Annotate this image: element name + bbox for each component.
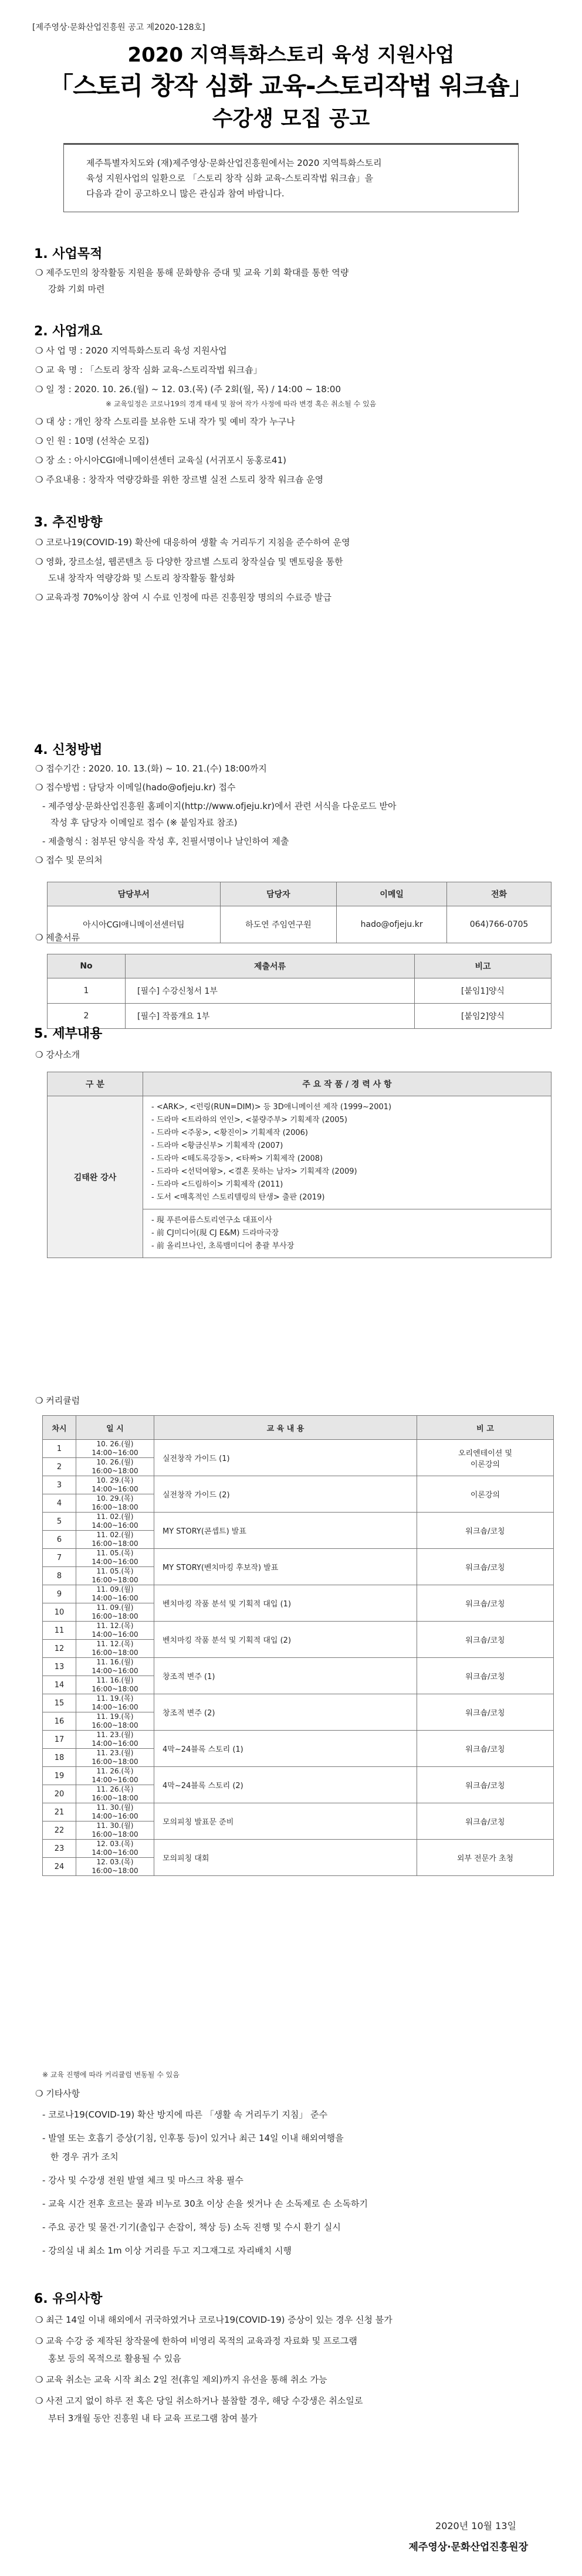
session-no: 12 [43, 1640, 76, 1658]
table-header-cell: 이메일 [337, 882, 447, 906]
notice-number: [제주영상·문화산업진흥원 공고 제2020-128호] [32, 23, 205, 32]
session-time: 14:00~16:00 [92, 1667, 138, 1675]
title-program: 2020 지역특화스토리 육성 지원사업 [127, 43, 455, 67]
session-no: 23 [43, 1840, 76, 1858]
list-item: - 드라마 <황금신부> 기획제작 (2007) [151, 1141, 283, 1150]
session-remark: 워크숍/코칭 [417, 1549, 554, 1585]
caution-item: ❍ 사전 고지 없이 하루 전 혹은 당일 취소하거나 불참할 경우, 해당 수강생은 취소일로 [35, 2395, 363, 2406]
session-datetime [76, 1749, 154, 1767]
session-no: 9 [43, 1585, 76, 1603]
table-row [43, 1440, 554, 1458]
session-content: 벤치마킹 작품 분석 및 기획적 대입 (2) [154, 1622, 417, 1658]
session-datetime [76, 1567, 154, 1585]
session-datetime [76, 1585, 154, 1603]
section-heading-direction: 3. 추진방향 [34, 515, 103, 530]
session-date: 11. 26.(목) [96, 1767, 134, 1775]
issuing-organization: 제주영상·문화산업진흥원장 [408, 2541, 528, 2553]
direction-item: ❍ 코로나19(COVID-19) 확산에 대응하여 생활 속 거리두기 지침을 준수하여 운영 [35, 537, 350, 548]
session-datetime [76, 1658, 154, 1676]
table-header-row [48, 1072, 551, 1096]
table-row [43, 1476, 554, 1494]
session-time: 14:00~16:00 [92, 1739, 138, 1748]
documents-table [47, 954, 551, 1029]
session-datetime [76, 1821, 154, 1840]
table-row [43, 1840, 554, 1858]
session-date: 11. 30.(월) [96, 1821, 134, 1830]
purpose-line: ❍ 제주도민의 창작활동 지원을 통해 문화향유 증대 및 교육 기회 확대를 통한 역량 [35, 267, 349, 278]
etc-item: - 코로나19(COVID-19) 확산 방지에 따른 「생활 속 거리두기 지침」 준수 [42, 2109, 328, 2120]
curriculum-note: ※ 교육 진행에 따라 커리큘럼 변동될 수 있음 [42, 2071, 180, 2079]
overview-item: ❍ 교 육 명 : 「스토리 창작 심화 교육-스토리작법 워크숍」 [35, 365, 262, 375]
session-no: 7 [43, 1549, 76, 1567]
session-no: 14 [43, 1676, 76, 1694]
table-header-cell: 비고 [415, 954, 551, 978]
session-content: 모의피칭 대회 [154, 1840, 417, 1876]
session-time: 14:00~16:00 [92, 1449, 138, 1457]
session-date: 11. 05.(목) [96, 1549, 134, 1557]
section-heading-overview: 2. 사업개요 [34, 324, 103, 339]
issue-date: 2020년 10월 13일 [435, 2520, 516, 2531]
etc-item: 한 경우 귀가 조치 [50, 2152, 119, 2162]
doc-remark: [붙임1]양식 [415, 978, 551, 1004]
table-row [43, 1549, 554, 1567]
table-row [48, 978, 551, 1004]
apply-item: ❍ 접수방법 : 담당자 이메일(hado@ofjeju.kr) 접수 [35, 782, 236, 793]
table-header-cell: No [48, 954, 126, 978]
overview-item: ❍ 주요내용 : 창작자 역량강화를 위한 장르별 실전 스토리 창작 워크숍 운영 [35, 474, 324, 485]
session-datetime [76, 1767, 154, 1785]
session-no: 3 [43, 1476, 76, 1494]
session-time: 16:00~18:00 [92, 1867, 138, 1875]
overview-item: ❍ 일 정 : 2020. 10. 26.(월) ~ 12. 03.(목) (주 2회(월, 목) / 14:00 ~ 18:00 [35, 384, 341, 395]
etc-item: - 주요 공간 및 물건·기기(출입구 손잡이, 책상 등) 소독 진행 및 수시 환기 실시 [42, 2222, 341, 2232]
session-time: 16:00~18:00 [92, 1721, 138, 1729]
intro-line: 제주특별자치도와 (재)제주영상·문화산업진흥원에서는 2020 지역특화스토리 [86, 158, 382, 168]
session-date: 11. 16.(월) [96, 1676, 134, 1684]
session-datetime [76, 1803, 154, 1821]
table-header-cell: 구 분 [48, 1072, 143, 1096]
direction-item: ❍ 교육과정 70%이상 참여 시 수료 인정에 따른 진흥원장 명의의 수료증 발급 [35, 592, 331, 603]
session-content: MY STORY(콘셉트) 발표 [154, 1513, 417, 1549]
intro-line: 다음과 같이 공고하오니 많은 관심과 참여 바랍니다. [86, 188, 285, 199]
session-datetime [76, 1840, 154, 1858]
session-datetime [76, 1513, 154, 1531]
section-heading-cautions: 6. 유의사항 [34, 2292, 103, 2306]
title-workshop: 「스토리 창작 심화 교육-스토리작법 워크숍」 [49, 72, 533, 100]
etc-item: - 강사 및 수강생 전원 발열 체크 및 마스크 착용 필수 [42, 2175, 243, 2186]
session-date: 12. 03.(목) [96, 1840, 134, 1848]
session-date: 10. 26.(월) [96, 1458, 134, 1466]
session-time: 16:00~18:00 [92, 1649, 138, 1657]
session-content: 창조적 변주 (1) [154, 1658, 417, 1694]
title-recruit: 수강생 모집 공고 [212, 107, 370, 131]
session-no: 24 [43, 1858, 76, 1876]
intro-box [63, 143, 519, 212]
session-date: 11. 23.(월) [96, 1731, 134, 1739]
session-time: 16:00~18:00 [92, 1576, 138, 1584]
intro-line: 육성 지원사업의 일환으로 「스토리 창작 심화 교육-스토리작법 워크숍」을 [86, 173, 374, 183]
table-row [43, 1767, 554, 1785]
session-time: 14:00~16:00 [92, 1485, 138, 1493]
caution-item: 홍보 등의 목적으로 활용될 수 있음 [48, 2353, 181, 2364]
instructor-label: ❍ 강사소개 [35, 1049, 80, 1060]
instructor-table [47, 1072, 551, 1258]
table-row [43, 1731, 554, 1749]
doc-name: [필수] 수강신청서 1부 [126, 978, 415, 1004]
doc-remark: [붙임2]양식 [415, 1004, 551, 1029]
table-row [43, 1513, 554, 1531]
session-no: 4 [43, 1494, 76, 1513]
table-row [43, 1803, 554, 1821]
session-no: 6 [43, 1531, 76, 1549]
session-time: 16:00~18:00 [92, 1794, 138, 1802]
session-content: 모의피칭 발표문 준비 [154, 1803, 417, 1840]
table-row [43, 1694, 554, 1712]
session-remark: 워크숍/코칭 [417, 1731, 554, 1767]
session-remark: 외부 전문가 초청 [417, 1840, 554, 1876]
session-remark: 워크숍/코칭 [417, 1803, 554, 1840]
contact-department: 아시아CGI애니메이션센터팀 [48, 906, 221, 943]
session-datetime [76, 1603, 154, 1622]
section-heading-apply: 4. 신청방법 [34, 743, 103, 757]
session-datetime [76, 1458, 154, 1476]
list-item: - 드라마 <선덕여왕>, <결혼 못하는 남자> 기획제작 (2009) [151, 1167, 357, 1176]
table-header-cell: 교 육 내 용 [154, 1416, 417, 1440]
table-header-cell: 차시 [43, 1416, 76, 1440]
etc-item: - 강의실 내 최소 1m 이상 거리를 두고 지그재그로 자리배치 시행 [42, 2245, 292, 2256]
session-datetime [76, 1549, 154, 1567]
table-header-cell: 전화 [447, 882, 551, 906]
session-remark: 워크숍/코칭 [417, 1585, 554, 1622]
etc-item: - 교육 시간 전후 흐르는 물과 비누로 30초 이상 손을 씻거나 손 소독제로 손 소독하기 [42, 2198, 368, 2209]
table-header-cell: 비 고 [417, 1416, 554, 1440]
etc-label: ❍ 기타사항 [35, 2088, 80, 2099]
session-datetime [76, 1494, 154, 1513]
session-datetime [76, 1712, 154, 1731]
session-date: 11. 16.(월) [96, 1658, 134, 1666]
direction-item: ❍ 영화, 장르소설, 웹콘텐츠 등 다양한 장르별 스토리 창작실습 및 멘토링을 통한 [35, 556, 343, 567]
list-item: - 前 올리브나인, 초록뱀미디어 총괄 부사장 [151, 1242, 295, 1250]
contact-phone: 064)766-0705 [447, 906, 551, 943]
curriculum-table [42, 1415, 554, 1876]
session-datetime [76, 1785, 154, 1803]
instructor-career [143, 1209, 551, 1258]
session-no: 1 [43, 1440, 76, 1458]
session-time: 16:00~18:00 [92, 1685, 138, 1693]
contact-person: 하도연 주임연구원 [220, 906, 337, 943]
list-item: - 드라마 <드림하이> 기획제작 (2011) [151, 1180, 283, 1189]
instructor-works [143, 1096, 551, 1209]
session-no: 19 [43, 1767, 76, 1785]
session-no: 22 [43, 1821, 76, 1840]
session-time: 14:00~16:00 [92, 1703, 138, 1711]
session-datetime [76, 1694, 154, 1712]
session-date: 11. 23.(월) [96, 1749, 134, 1757]
list-item: - 드라마 <떼도록강동>, <타짜> 기획제작 (2008) [151, 1154, 323, 1163]
session-no: 8 [43, 1567, 76, 1585]
session-date: 11. 19.(목) [96, 1712, 134, 1721]
session-remark: 워크숍/코칭 [417, 1767, 554, 1803]
session-date: 11. 12.(목) [96, 1622, 134, 1630]
list-item: - 現 푸른여름스토리연구소 대표이사 [151, 1216, 272, 1225]
table-header-cell: 담당자 [220, 882, 337, 906]
session-time: 14:00~16:00 [92, 1812, 138, 1820]
list-item: - 前 CJ미디어(現 CJ E&M) 드라마국장 [151, 1229, 279, 1238]
session-date: 11. 09.(월) [96, 1585, 134, 1593]
session-no: 2 [43, 1458, 76, 1476]
session-date: 11. 09.(월) [96, 1603, 134, 1612]
doc-no: 2 [48, 1004, 126, 1029]
curriculum-label: ❍ 커리큘럼 [35, 1395, 80, 1406]
list-item: - <ARK>, <런링(RUN=DIM)> 등 3D애니메이션 제작 (1999~2001) [151, 1103, 392, 1112]
caution-item: ❍ 교육 수강 중 제작된 창작물에 한하여 비영리 목적의 교육과정 자료화 및 프로그램 [35, 2336, 357, 2346]
remark-line: 이론강의 [470, 1460, 500, 1469]
overview-item: ❍ 장 소 : 아시아CGI애니메이션센터 교육실 (서귀포시 동홍로41) [35, 455, 286, 465]
caution-item: 부터 3개월 동안 진흥원 내 타 교육 프로그램 참여 불가 [48, 2413, 258, 2424]
session-content: 4막~24블록 스토리 (2) [154, 1767, 417, 1803]
session-date: 11. 12.(목) [96, 1640, 134, 1648]
apply-item: - 제주영상·문화산업진흥원 홈페이지(http://www.ofjeju.kr)에서 관련 서식을 다운로드 받아 [42, 801, 397, 811]
direction-item: 도내 창작자 역량강화 및 스토리 창작활동 활성화 [48, 573, 235, 583]
session-datetime [76, 1858, 154, 1876]
list-item: - 도서 <매혹적인 스토리텔링의 탄생> 출판 (2019) [151, 1193, 325, 1202]
table-row [43, 1622, 554, 1640]
session-time: 14:00~16:00 [92, 1630, 138, 1639]
session-datetime [76, 1531, 154, 1549]
table-header-cell: 주 요 작 품 / 경 력 사 항 [143, 1072, 551, 1096]
session-time: 16:00~18:00 [92, 1758, 138, 1766]
overview-note: ※ 교육일정은 코로나19의 경계 태세 및 참여 작가 사정에 따라 변경 혹은 취소될 수 있음 [106, 400, 377, 408]
overview-item: ❍ 사 업 명 : 2020 지역특화스토리 육성 지원사업 [35, 345, 227, 356]
session-no: 21 [43, 1803, 76, 1821]
session-datetime [76, 1622, 154, 1640]
session-time: 14:00~16:00 [92, 1594, 138, 1602]
session-remark [417, 1440, 554, 1476]
session-datetime [76, 1731, 154, 1749]
session-no: 15 [43, 1694, 76, 1712]
list-item: - 드라마 <트라하의 연인>, <불량주부> 기획제작 (2005) [151, 1116, 347, 1124]
overview-item: ❍ 인 원 : 10명 (선착순 모집) [35, 436, 149, 446]
session-no: 18 [43, 1749, 76, 1767]
session-date: 11. 02.(월) [96, 1531, 134, 1539]
session-content: 벤치마킹 작품 분석 및 기획적 대입 (1) [154, 1585, 417, 1622]
table-row [43, 1658, 554, 1676]
session-remark: 이론강의 [417, 1476, 554, 1513]
apply-item: - 제출형식 : 첨부된 양식을 작성 후, 친필서명이나 날인하여 제출 [42, 836, 289, 847]
section-heading-purpose: 1. 사업목적 [34, 247, 103, 261]
session-time: 16:00~18:00 [92, 1612, 138, 1620]
session-date: 11. 02.(월) [96, 1513, 134, 1521]
session-date: 11. 26.(목) [96, 1785, 134, 1793]
session-no: 11 [43, 1622, 76, 1640]
session-content: 4막~24블록 스토리 (1) [154, 1731, 417, 1767]
table-header-cell: 일 시 [76, 1416, 154, 1440]
table-header-row [48, 954, 551, 978]
session-date: 11. 30.(월) [96, 1803, 134, 1812]
caution-item: ❍ 교육 취소는 교육 시작 최소 2일 전(휴일 제외)까지 유선을 통해 취소 가능 [35, 2374, 327, 2385]
session-time: 16:00~18:00 [92, 1503, 138, 1511]
instructor-name: 김태완 강사 [48, 1096, 143, 1258]
doc-no: 1 [48, 978, 126, 1004]
session-time: 14:00~16:00 [92, 1776, 138, 1784]
session-time: 16:00~18:00 [92, 1830, 138, 1838]
session-time: 16:00~18:00 [92, 1467, 138, 1475]
session-time: 14:00~16:00 [92, 1848, 138, 1857]
session-no: 10 [43, 1603, 76, 1622]
contact-email[interactable]: hado@ofjeju.kr [337, 906, 447, 943]
purpose-line: 강화 기회 마련 [48, 284, 105, 294]
table-row [48, 1096, 551, 1209]
list-item: - 드라마 <주몽>, <황진이> 기획제작 (2006) [151, 1129, 308, 1137]
remark-line: 오리엔테이션 및 [458, 1449, 513, 1458]
session-time: 14:00~16:00 [92, 1558, 138, 1566]
table-row [48, 1004, 551, 1029]
table-header-row [48, 882, 551, 906]
table-row [43, 1585, 554, 1603]
session-datetime [76, 1440, 154, 1458]
session-date: 10. 26.(월) [96, 1440, 134, 1448]
overview-item: ❍ 대 상 : 개인 창작 스토리를 보유한 도내 작가 및 예비 작가 누구나 [35, 416, 295, 427]
session-no: 20 [43, 1785, 76, 1803]
table-header-cell: 담당부서 [48, 882, 221, 906]
session-remark: 워크숍/코칭 [417, 1513, 554, 1549]
session-no: 17 [43, 1731, 76, 1749]
caution-item: ❍ 최근 14일 이내 해외에서 귀국하였거나 코로나19(COVID-19) 증상이 있는 경우 신청 불가 [35, 2315, 392, 2325]
table-header-cell: 제출서류 [126, 954, 415, 978]
session-datetime [76, 1640, 154, 1658]
session-content: 실전창작 가이드 (1) [154, 1440, 417, 1476]
session-remark: 워크숍/코칭 [417, 1694, 554, 1731]
session-datetime [76, 1476, 154, 1494]
doc-name: [필수] 작품개요 1부 [126, 1004, 415, 1029]
session-remark: 워크숍/코칭 [417, 1622, 554, 1658]
apply-item: ❍ 접수기간 : 2020. 10. 13.(화) ~ 10. 21.(수) 18:00까지 [35, 763, 267, 774]
session-date: 11. 19.(목) [96, 1694, 134, 1702]
session-date: 10. 29.(목) [96, 1476, 134, 1484]
session-no: 16 [43, 1712, 76, 1731]
apply-item: 작성 후 담당자 이메일로 접수 (※ 붙임자료 참조) [50, 817, 238, 828]
session-content: 실전창작 가이드 (2) [154, 1476, 417, 1513]
contact-label: ❍ 접수 및 문의처 [35, 855, 103, 865]
etc-item: - 발열 또는 호흡기 증상(기침, 인후통 등)이 있거나 최근 14일 이내 해외여행을 [42, 2133, 344, 2143]
docs-label: ❍ 제출서류 [35, 932, 80, 943]
section-heading-details: 5. 세부내용 [34, 1027, 103, 1041]
session-time: 16:00~18:00 [92, 1540, 138, 1548]
session-datetime [76, 1676, 154, 1694]
session-content: 창조적 변주 (2) [154, 1694, 417, 1731]
table-header-row [43, 1416, 554, 1440]
session-no: 13 [43, 1658, 76, 1676]
session-content: MY STORY(벤치마킹 후보작) 발표 [154, 1549, 417, 1585]
session-date: 10. 29.(목) [96, 1494, 134, 1503]
session-date: 11. 05.(목) [96, 1567, 134, 1575]
session-no: 5 [43, 1513, 76, 1531]
session-time: 14:00~16:00 [92, 1521, 138, 1530]
session-date: 12. 03.(목) [96, 1858, 134, 1866]
session-remark: 워크숍/코칭 [417, 1658, 554, 1694]
